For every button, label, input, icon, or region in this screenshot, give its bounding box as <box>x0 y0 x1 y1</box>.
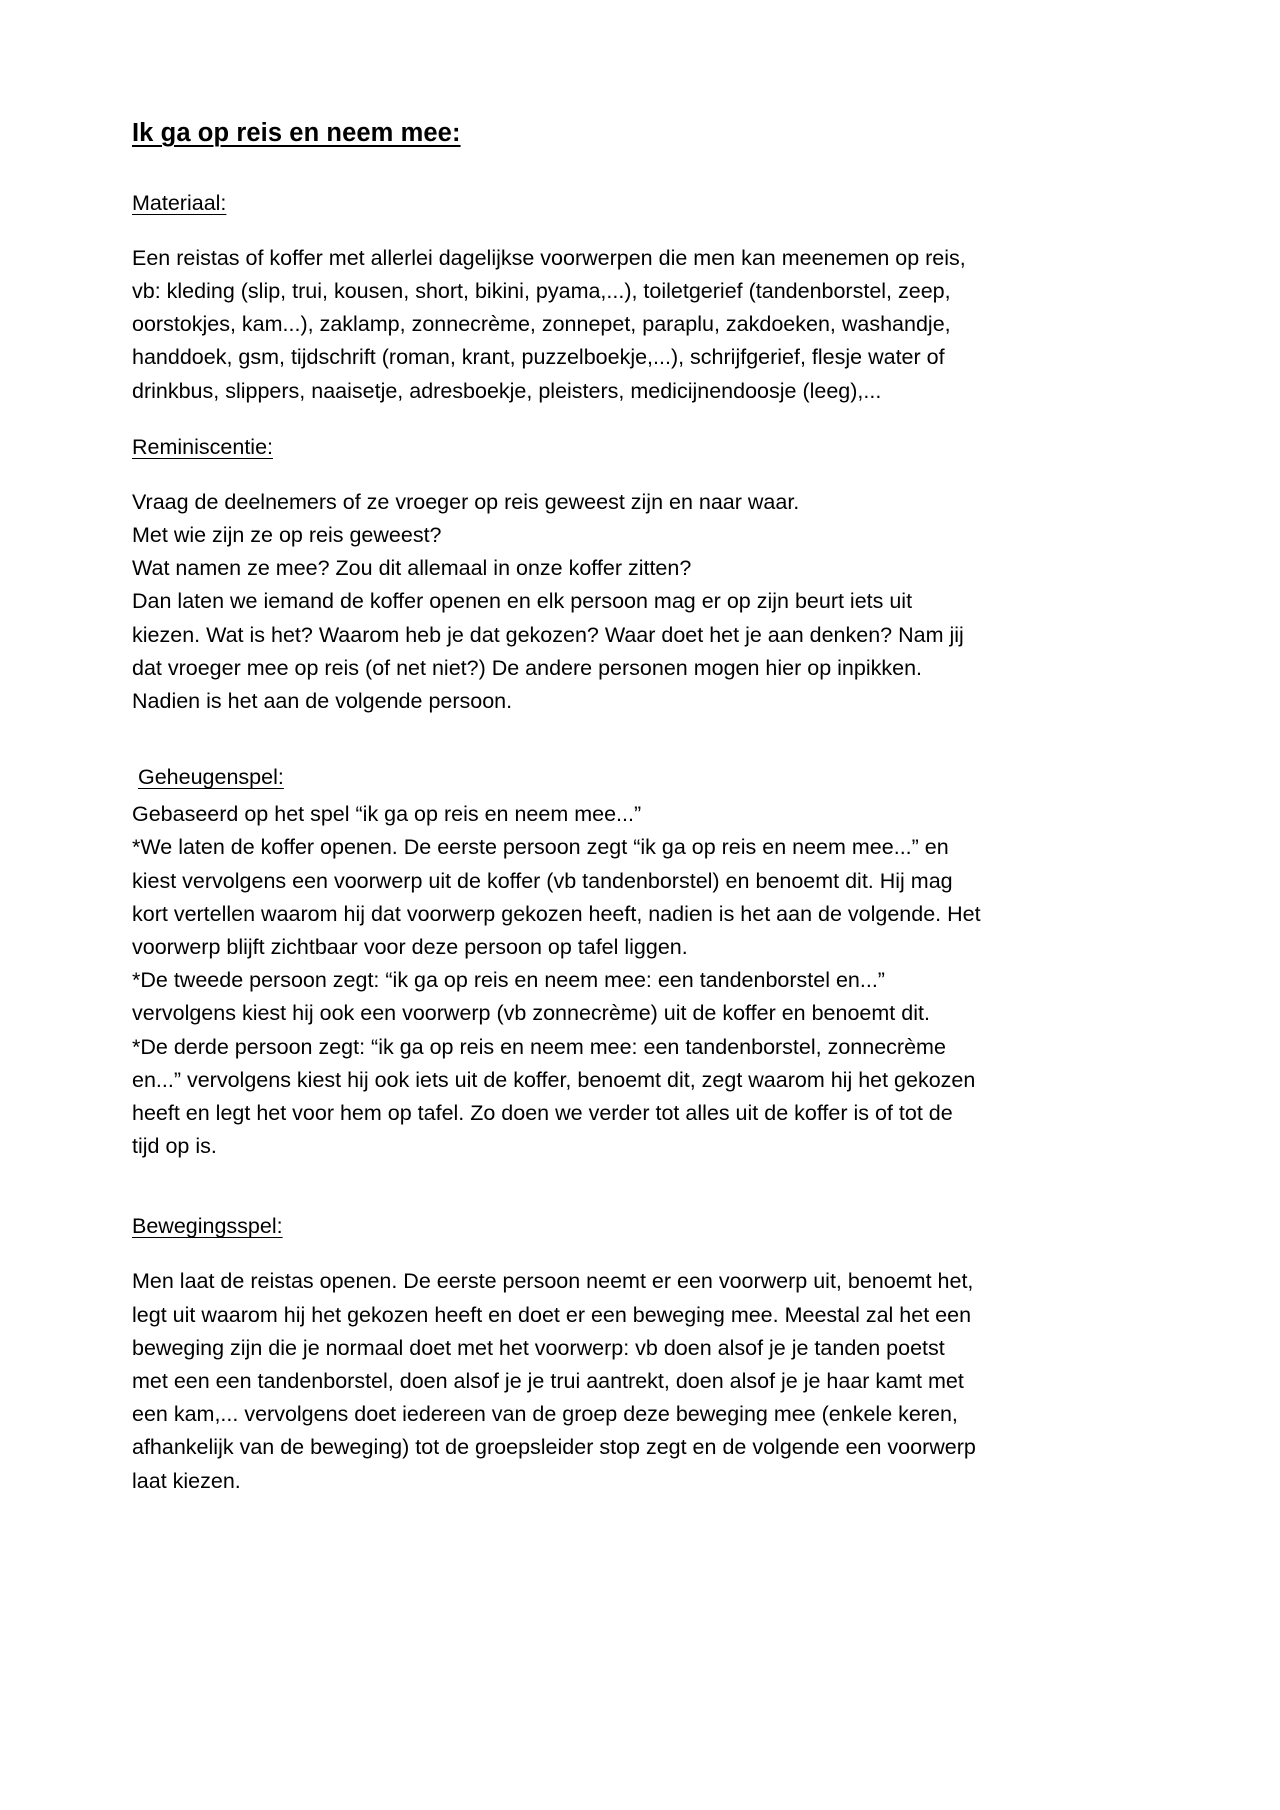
text-line: *De derde persoon zegt: “ik ga op reis en neem mee: een tandenborstel, zonnecrème en...” vervolgens kiest hij ook iets uit de koffer, benoemt dit, zegt waarom hij het gekozen heeft en legt het voor hem op tafel. Zo doen we verder tot alles uit de koffer is of tot de tijd op is. <box>132 1034 976 1159</box>
section-heading-materiaal-row <box>132 190 982 218</box>
text-line: Vraag de deelnemers of ze vroeger op reis geweest zijn en naar waar. <box>132 489 800 514</box>
text-line: *We laten de koffer openen. De eerste persoon zegt “ik ga op reis en neem mee...” en kiest vervolgens een voorwerp uit de koffer (vb tandenborstel) en benoemt dit. Hij mag kort vertellen waarom hij dat voorwerp gekozen heeft, nadien is het aan de volgende. Het voorwerp blijft zichtbaar voor deze persoon op tafel liggen. <box>132 835 981 959</box>
text-line: Gebaseerd op het spel “ik ga op reis en neem mee...” <box>132 802 642 827</box>
text-line: Met wie zijn ze op reis geweest? <box>132 522 442 547</box>
section-heading-geheugenspel: Geheugenspel: <box>138 765 284 790</box>
text-line: Wat namen ze mee? Zou dit allemaal in onze koffer zitten? <box>132 556 692 581</box>
text-line: Dan laten we iemand de koffer openen en elk persoon mag er op zijn beurt iets uit kiezen. Wat is het? Waarom heb je dat gekozen? Waar doet het je aan denken? Nam jij dat vroeger mee op reis (of net niet?) De andere personen mogen hier op inpikken. <box>132 589 964 680</box>
section-body-reminiscentie <box>132 486 982 718</box>
text-line: Nadien is het aan de volgende persoon. <box>132 688 513 713</box>
section-heading-bewegingsspel-row <box>132 1213 982 1241</box>
text-line: *De tweede persoon zegt: “ik ga op reis en neem mee: een tandenborstel en...” vervolgens kiest hij ook een voorwerp (vb zonnecrème) uit de koffer en benoemt dit. <box>132 968 930 1026</box>
section-body-geheugenspel <box>132 798 982 1163</box>
document-content <box>132 118 982 1498</box>
section-heading-materiaal: Materiaal: <box>132 190 227 215</box>
section-heading-bewegingsspel: Bewegingsspel: <box>132 1214 283 1239</box>
section-heading-geheugenspel-row <box>132 764 982 792</box>
section-body-materiaal: Een reistas of koffer met allerlei dagelijkse voorwerpen die men kan meenemen op reis, vb: kleding (slip, trui, kousen, short, bikini, pyama,...), toiletgerief (tandenborstel, zeep, oorstokjes, kam...), zaklamp, zonnecrème, zonnepet, paraplu, zakdoeken, washandje, handdoek, gsm, tijdschrift (roman, krant, puzzelboekje,...), schrijfgerief, flesje water of drinkbus, slippers, naaisetje, adresboekje, pleisters, medicijnendoosje (leeg),... <box>132 245 966 403</box>
page-title: Ik ga op reis en neem mee: <box>132 119 461 147</box>
section-heading-reminiscentie: Reminiscentie: <box>132 434 273 459</box>
section-body-bewegingsspel: Men laat de reistas openen. De eerste persoon neemt er een voorwerp uit, benoemt het, legt uit waarom hij het gekozen heeft en doet er een beweging mee. Meestal zal het een beweging zijn die je normaal doet met het voorwerp: vb doen alsof je je tanden poetst met een een tandenborstel, doen alsof je je trui aantrekt, doen alsof je je haar kamt met een kam,... vervolgens doet iedereen van de groep deze beweging mee (enkele keren, afhankelijk van de beweging) tot de groepsleider stop zegt en de volgende een voorwerp laat kiezen. <box>132 1269 976 1493</box>
section-heading-reminiscentie-row <box>132 434 982 462</box>
